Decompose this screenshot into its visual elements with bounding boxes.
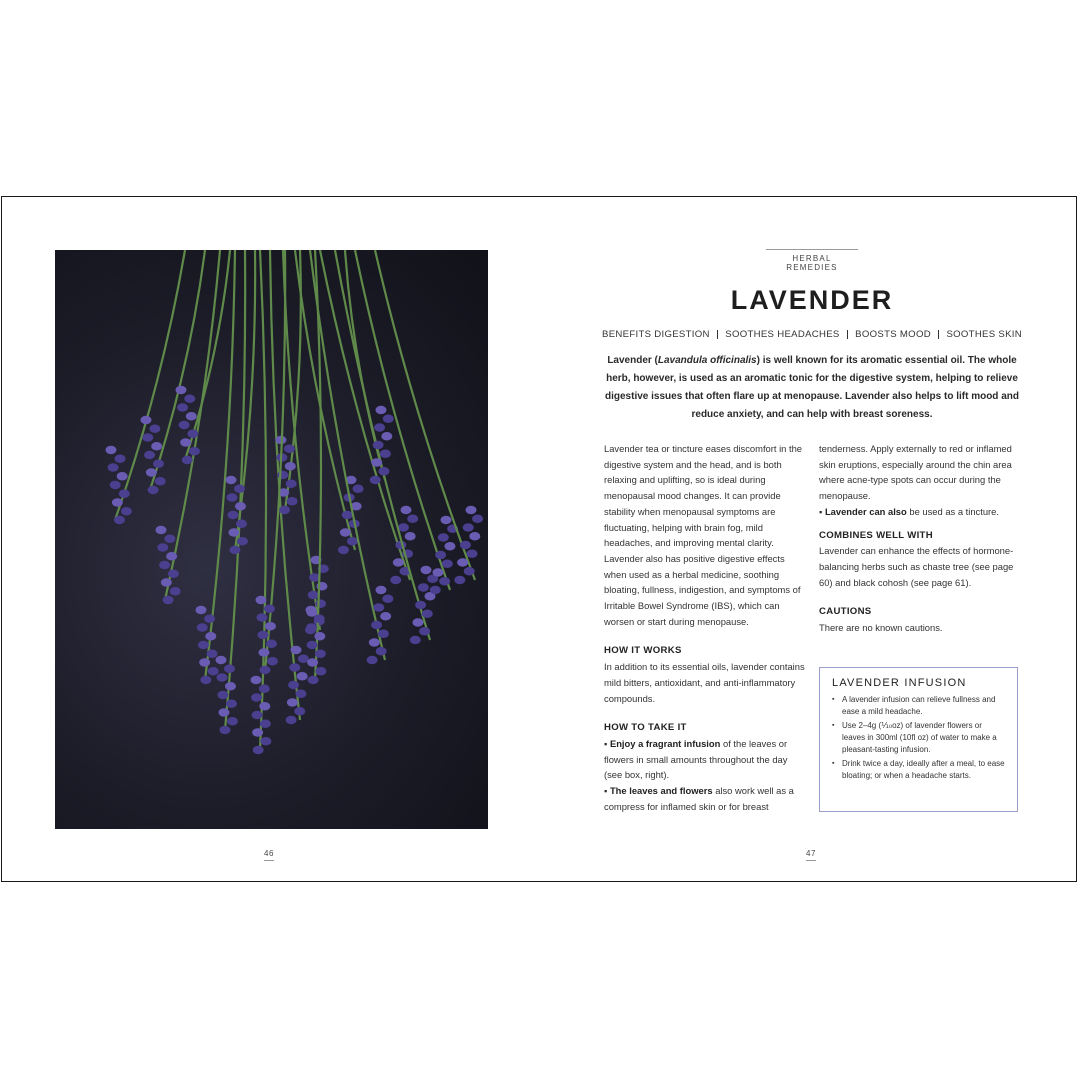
how-it-works-text: In addition to its essential oils, lavender contains mild bitters, antioxidant, and anti-inflammatory compounds.	[604, 661, 805, 704]
how-to-take-heading: HOW TO TAKE IT	[604, 722, 687, 734]
section-label: HERBAL REMEDIES	[766, 249, 858, 272]
lavender-stem	[295, 250, 355, 550]
infusion-item: ▪ Use 2–4g (⅒oz) of lavender flowers or leaves in 300ml (10fl oz) of water to make a pleasant-tasting infusion.	[832, 720, 1005, 756]
benefit-item: SOOTHES SKIN	[946, 329, 1023, 340]
lavender-flower-head	[410, 566, 438, 644]
intro-text: Lavender (	[607, 355, 658, 366]
take-item-bold: The leaves and flowers	[609, 785, 713, 797]
page-number-right: 47	[806, 849, 816, 861]
infusion-box	[819, 667, 1018, 812]
intro-text: ) is well known for its aromatic essential oil. The whole herb, however, is used as an aromatic tonic for the digestive system, helping to relieve digestive issues that often flare up at menopause. Lavender also helps to lift mood and reduce anxiety, and can help with breast soreness.	[605, 355, 1019, 420]
infusion-item: ▪ A lavender infusion can relieve fullness and ease a mild headache.	[832, 694, 1005, 718]
lavender-flower-head	[370, 406, 394, 484]
lavender-flower-head	[251, 676, 272, 754]
infusion-list	[832, 694, 1005, 782]
benefit-item: BENEFITS DIGESTION	[602, 329, 710, 340]
benefit-item: SOOTHES HEADACHES	[725, 329, 840, 340]
page-title: LAVENDER	[730, 285, 894, 315]
lavender-flower-head	[306, 606, 327, 684]
text-column-1	[604, 441, 806, 814]
benefit-separator	[847, 330, 849, 339]
lavender-stem	[165, 250, 220, 600]
take-item-bold: Lavender can also	[824, 505, 907, 517]
combines-text: Lavender can enhance the effects of hormone-balancing herbs such as chaste tree (see page 60) and black cohosh (see page 61).	[819, 545, 1014, 588]
take-item-text: of the leaves or flowers in small amounts throughout the day (see box, right).	[604, 737, 788, 781]
intro-paragraph	[602, 352, 1022, 424]
benefits-bar	[602, 329, 1022, 340]
continued-paragraph: tenderness. Apply externally to red or inflamed skin eruptions, especially around the chin area where acne-type spots can occur during the menopause.	[819, 443, 1012, 502]
benefit-item: BOOSTS MOOD	[855, 329, 931, 340]
lavender-illustration	[55, 250, 488, 829]
lavender-flower-head	[156, 526, 181, 604]
page-number-left: 46	[264, 849, 274, 861]
take-item-text: also work well as a compress for inflamed skin or for breast	[604, 785, 794, 812]
lavender-stem	[260, 250, 266, 750]
lavender-flower-head	[286, 646, 309, 724]
take-item-text: be used as a tincture.	[906, 505, 999, 517]
how-it-works-heading: HOW IT WORKS	[604, 645, 682, 657]
lavender-flower-head	[454, 506, 483, 584]
lavender-photo	[55, 250, 488, 829]
cautions-text: There are no known cautions.	[819, 622, 943, 634]
combines-heading: COMBINES WELL WITH	[819, 529, 933, 541]
body-paragraph: Lavender tea or tincture eases discomfort in the digestive system and the head, and is both relaxing and uplifting, so is ideal during menopausal mood changes. It can provide stability when menopausal symptoms are fluctuating, helping with brain fog, mild headaches, and improving mental clarity. Lavender also has positive digestive effects when used as a herbal medicine, soothing bloating, fullness, indigestion, and symptoms of Irritable Bowel Syndrome (IBS), which can worsen or start during menopause.	[604, 443, 803, 627]
cautions-heading: CAUTIONS	[819, 606, 872, 618]
lavender-flower-head	[338, 476, 364, 554]
take-item-bold: Enjoy a fragrant infusion	[609, 737, 721, 749]
infusion-item: ▪ Drink twice a day, ideally after a meal, to ease bloating; or when a headache starts.	[832, 758, 1005, 782]
text-column-2	[819, 441, 1019, 636]
book-spread	[1, 196, 1077, 882]
lavender-flower-head	[196, 606, 219, 684]
benefit-separator	[938, 330, 940, 339]
take-item: ▪ The leaves and flowers also work well as a compress for inflamed skin or for breast	[604, 785, 794, 812]
latin-name: Lavandula officinalis	[657, 355, 757, 366]
benefit-separator	[717, 330, 719, 339]
take-item: ▪ Enjoy a fragrant infusion of the leaves or flowers in small amounts throughout the day (see box, right).	[604, 737, 788, 781]
infusion-box-title: LAVENDER INFUSION	[832, 677, 967, 689]
take-item: ▪ Lavender can also be used as a tincture.	[819, 505, 999, 517]
